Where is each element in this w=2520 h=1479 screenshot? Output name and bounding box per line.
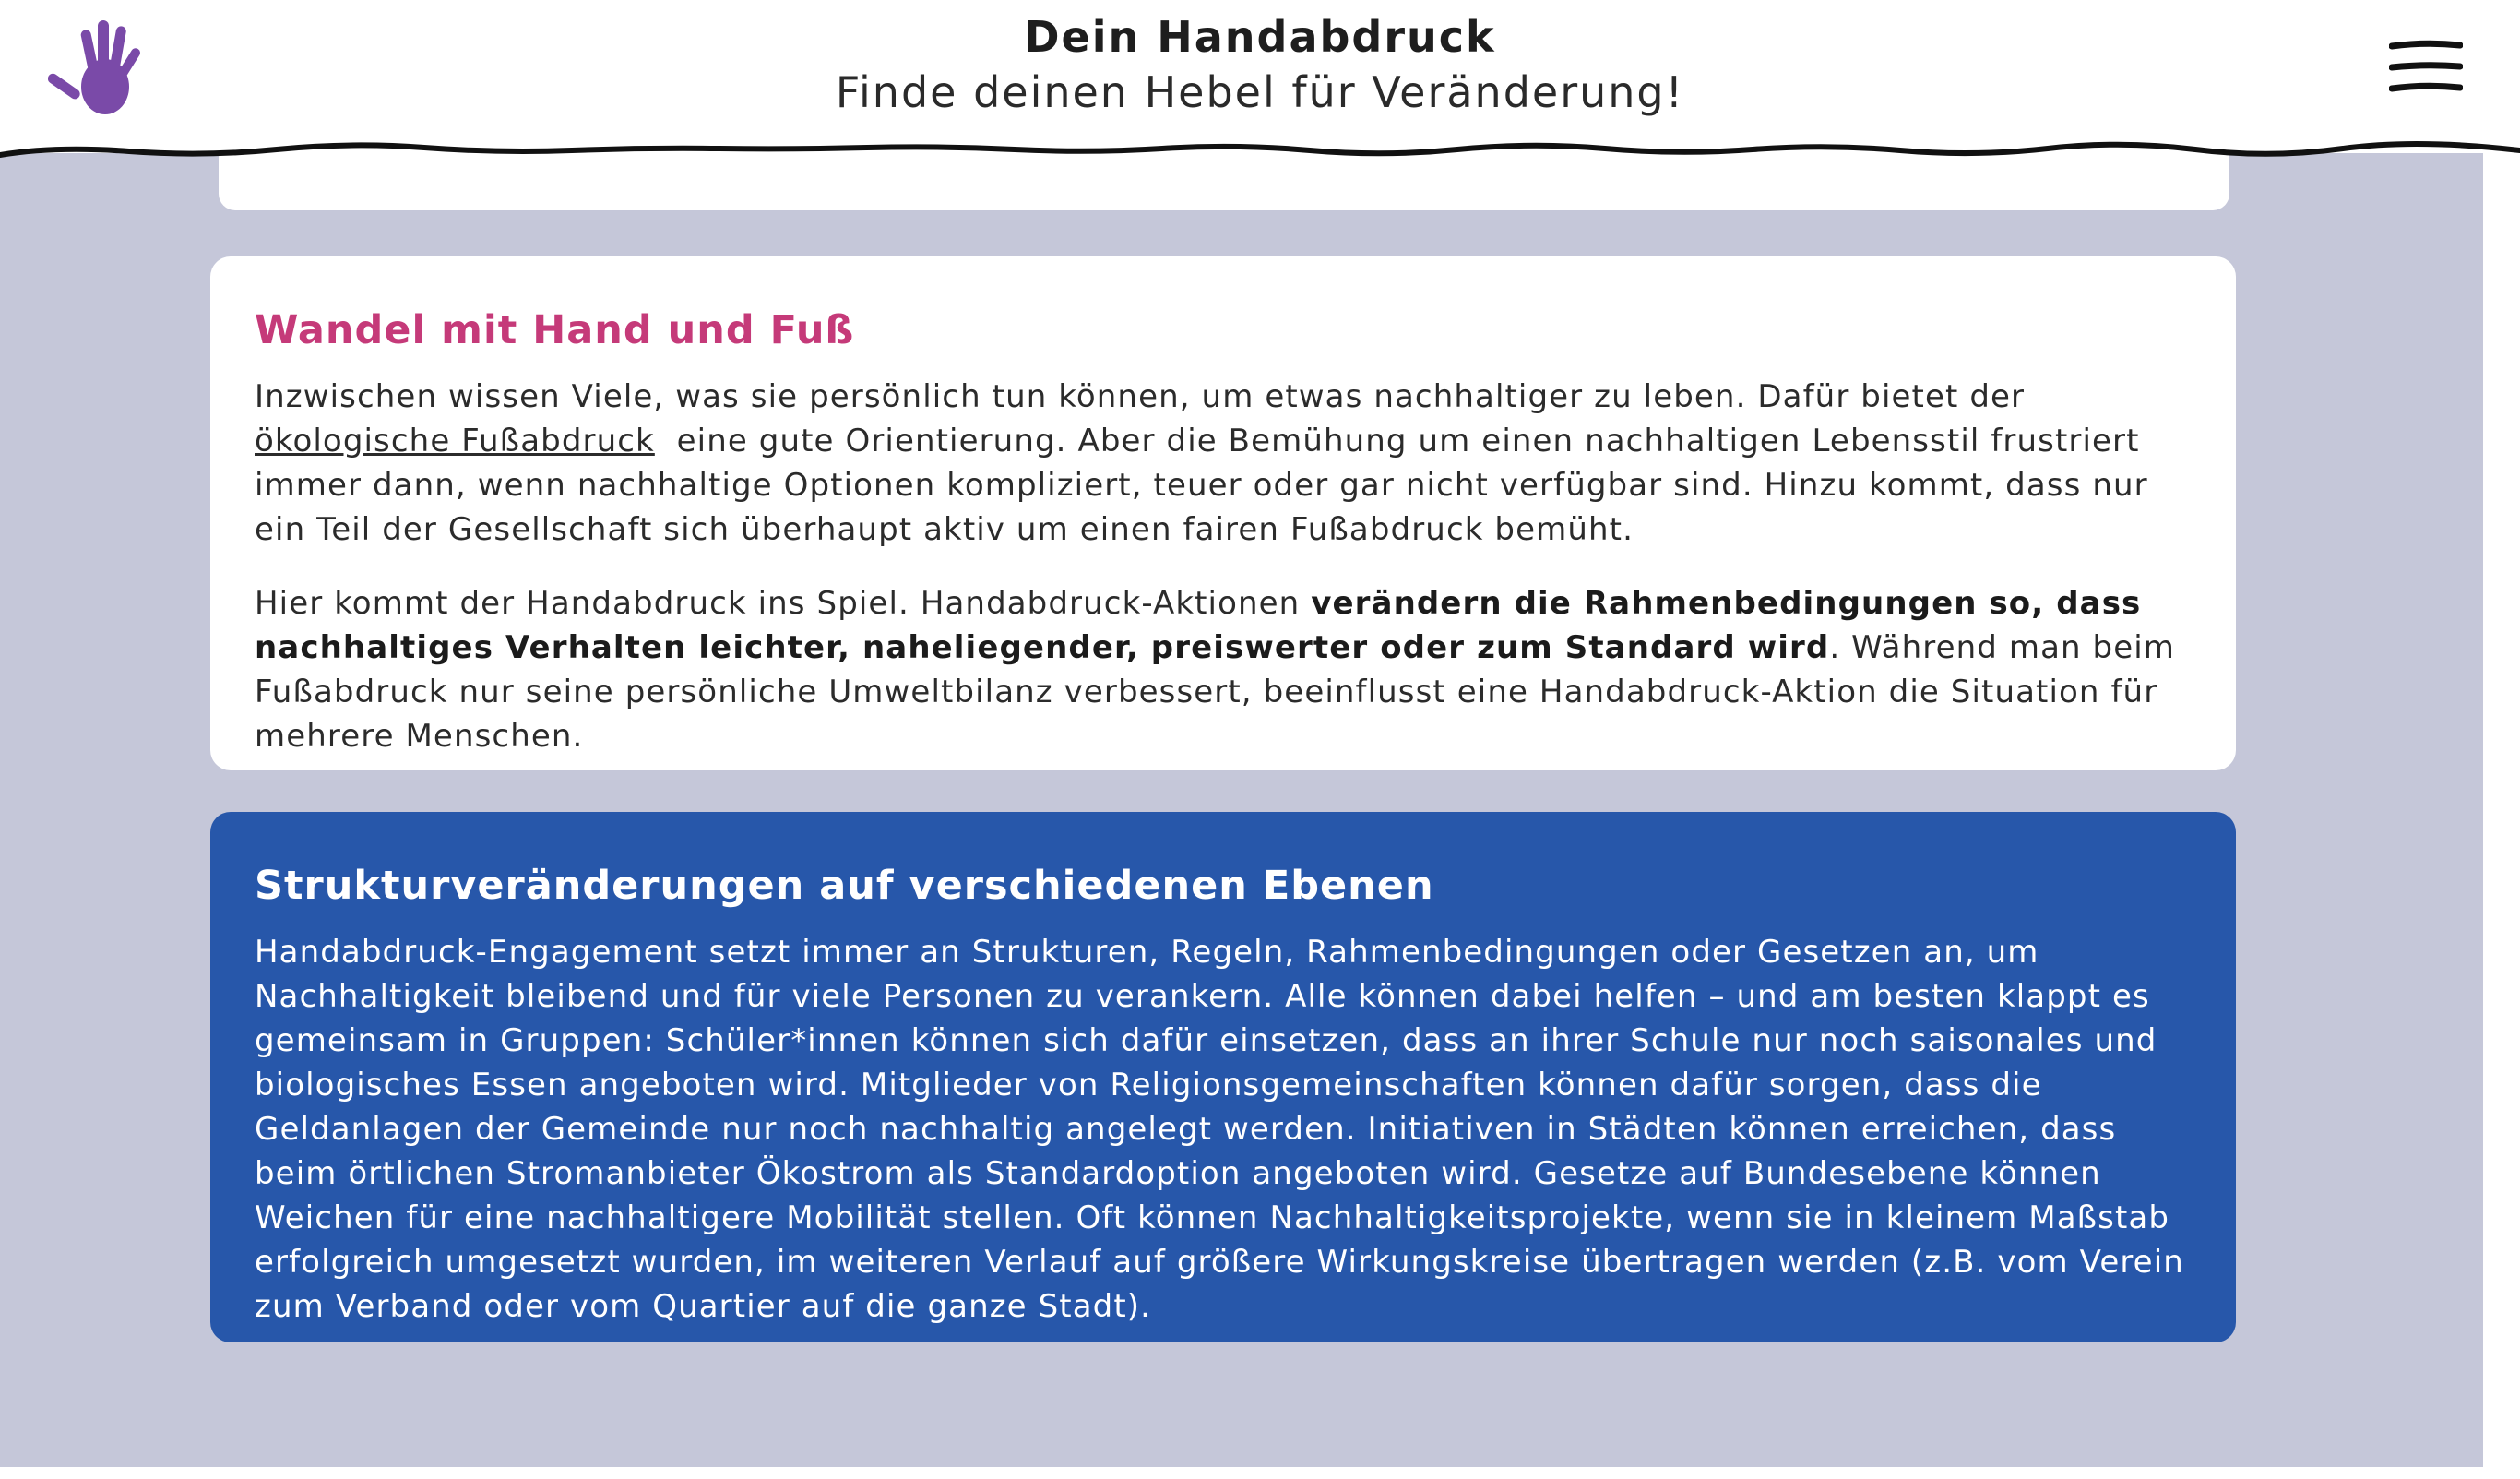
structures-heading: Strukturveränderungen auf verschiedenen Ebenen — [255, 863, 1434, 909]
footprint-p1-text-b: eine gute Orientierung. Aber die Bemühung um einen nachhaltigen Lebensstil frustriert immer dann, wenn nachhaltige Optionen kompliziert, teuer oder gar nicht verfügbar sind. Hinzu kommt, dass nur ein Teil der Gesellschaft sich überhaupt aktiv um einen fairen Fußabdruck bemüht. — [255, 423, 2159, 548]
footprint-p1-text-a: Inzwischen wissen Viele, was sie persönlich tun können, um etwas nachhaltiger zu leben. Dafür bietet der — [255, 378, 2026, 415]
site-subtitle: Finde deinen Hebel für Veränderung! — [835, 67, 1685, 117]
footprint-p2-bold: verändern die Rahmenbedingungen so, dass nachhaltiges Verhalten leichter, naheliegender, preiswerter oder zum Standard wird — [255, 585, 2142, 666]
header-divider — [0, 138, 2520, 164]
scrollbar-gutter — [2483, 0, 2520, 1479]
footprint-paragraph-1 — [255, 375, 2190, 552]
structures-paragraph: Handabdruck-Engagement setzt immer an Strukturen, Regeln, Rahmenbedingungen oder Gesetzen an, um Nachhaltigkeit bleibend und für viele Personen zu verankern. Alle können dabei helfen – und am besten klappt es gemeinsam in Gruppen: Schüler*innen können sich dafür einsetzen, dass an ihrer Schule nur noch saisonales und biologisches Essen angeboten wird. Mitglieder von Religionsgemeinschaften können dafür sorgen, dass die Geldanlagen der Gemeinde nur noch nachhaltig angelegt werden. Initiativen in Städten können erreichen, dass beim örtlichen Stromanbieter Ökostrom als Standardoption angeboten wird. Gesetze auf Bundesebene können Weichen für eine nachhaltigere Mobilität stellen. Oft können Nachhaltigkeitsprojekte, wenn sie in kleinem Maßstab erfolgreich umgesetzt wurden, im weiteren Verlauf auf größere Wirkungskreise übertragen werden (z.B. vom Verein zum Verband oder vom Quartier auf die ganze Stadt). — [255, 934, 2184, 1325]
page-bottom-edge — [0, 1467, 2520, 1479]
footprint-p2-text-a: Hier kommt der Handabdruck ins Spiel. Handabdruck-Aktionen — [255, 585, 1312, 622]
site-header — [0, 0, 2520, 153]
ecological-footprint-link[interactable]: ökologische Fußabdruck — [255, 423, 655, 459]
hamburger-menu-icon[interactable] — [2389, 37, 2463, 98]
site-title: Dein Handabdruck — [1024, 12, 1496, 62]
footprint-p2-text-b: . Während man beim Fußabdruck nur seine persönliche Umweltbilanz verbessert, beeinflusst eine Handabdruck-Aktion die Situation für mehrere Menschen. — [255, 629, 2176, 755]
structures-card — [210, 812, 2236, 1342]
footprint-card — [210, 256, 2236, 770]
footprint-paragraph-2 — [255, 581, 2190, 758]
footprint-heading: Wandel mit Hand und Fuß — [255, 307, 855, 353]
